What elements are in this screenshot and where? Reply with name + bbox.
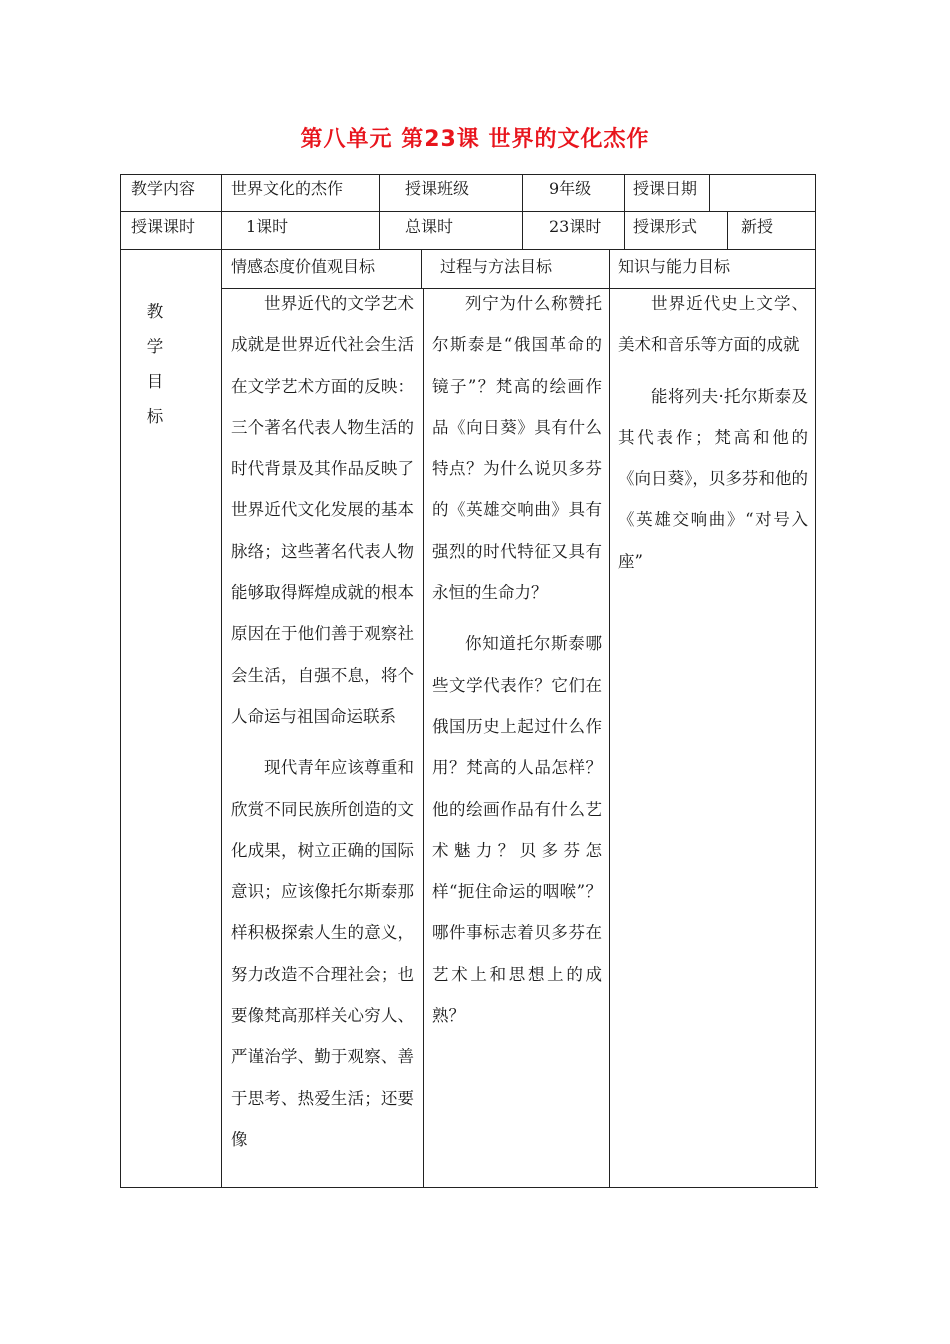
cell-period-label: 授课课时 xyxy=(131,217,196,236)
row-divider-2 xyxy=(120,249,816,250)
process-objective-text xyxy=(432,283,602,1036)
side-label-char: 学 xyxy=(146,337,164,356)
cell-format-label: 授课形式 xyxy=(633,217,698,236)
side-label-char: 目 xyxy=(146,372,164,391)
knowledge-objective-header: 知识与能力目标 xyxy=(618,257,731,276)
header-col-divider-3 xyxy=(522,174,523,250)
cell-total-label: 总课时 xyxy=(405,217,454,236)
cell-class-label: 授课班级 xyxy=(405,179,470,198)
objectives-subheader-divider-a xyxy=(421,249,422,289)
process-paragraph: 你知道托尔斯泰哪些文学代表作？它们在俄国历史上起过什么作用？梵高的人品怎样？他的绘画作品有什么艺术魅力？贝多芬怎样“扼住命运的咽喉”？哪件事标志着贝多芬在艺术上和思想上的成熟？ xyxy=(432,634,602,1026)
emotion-paragraph: 世界近代的文学艺术成就是世界近代社会生活在文学艺术方面的反映：三个著名代表人物生活的时代背景及其作品反映了世界近代文化发展的基本脉络；这些著名代表人物能够取得辉煌成就的根本原因在于他们善于观察社会生活，自强不息，将个人命运与祖国命运联系 xyxy=(231,294,414,726)
knowledge-paragraph: 能将列夫·托尔斯泰及其代表作；梵高和他的《向日葵》，贝多芬和他的《英雄交响曲》“对号入座” xyxy=(618,386,808,571)
objectives-col-divider-1 xyxy=(221,249,222,1188)
emotion-paragraph: 现代青年应该尊重和欣赏不同民族所创造的文化成果，树立正确的国际意识；应该像托尔斯泰那样积极探索人生的意义，努力改造不合理社会；也要像梵高那样关心穷人、严谨治学、勤于观察、善于思考、热爱生活；还要像 xyxy=(231,758,414,1149)
process-paragraph: 列宁为什么称赞托尔斯泰是“俄国革命的镜子”？梵高的绘画作品《向日葵》具有什么特点？为什么说贝多芬的《英雄交响曲》具有强烈的时代特征又具有永恒的生命力？ xyxy=(432,294,602,603)
objectives-subheader-divider-b xyxy=(609,249,610,289)
table-border-right xyxy=(815,174,816,1188)
header-col-divider-2 xyxy=(379,174,380,250)
cell-date-label: 授课日期 xyxy=(633,179,698,198)
header-col-divider-4 xyxy=(624,174,625,250)
header-col-divider-5b xyxy=(727,211,728,250)
cell-period-value: 1课时 xyxy=(246,217,289,236)
row-divider-1 xyxy=(120,211,816,212)
objectives-side-label xyxy=(140,294,170,434)
side-label-char: 教 xyxy=(146,302,164,321)
table-border-left xyxy=(120,174,121,1188)
table-border-top xyxy=(120,174,816,175)
cell-class-value: 9年级 xyxy=(549,179,592,198)
page-title: 第八单元 第23课 世界的文化杰作 xyxy=(300,127,650,152)
header-col-divider-5a xyxy=(709,174,710,212)
cell-teaching-content-label: 教学内容 xyxy=(131,179,196,198)
cell-total-value: 23课时 xyxy=(549,217,602,236)
knowledge-objective-text xyxy=(618,283,808,582)
emotion-objective-text xyxy=(231,283,414,1187)
process-objective-header: 过程与方法目标 xyxy=(440,257,553,276)
emotion-objective-header: 情感态度价值观目标 xyxy=(231,257,376,276)
cell-teaching-content-value: 世界文化的杰作 xyxy=(231,179,344,198)
objectives-col-divider-2 xyxy=(423,288,424,1188)
header-col-divider-1 xyxy=(221,174,222,250)
side-label-char: 标 xyxy=(146,407,164,426)
cell-format-value: 新授 xyxy=(741,217,774,236)
table-border-bottom xyxy=(120,1187,818,1188)
objectives-col-divider-3 xyxy=(609,288,610,1188)
knowledge-paragraph: 世界近代史上文学、美术和音乐等方面的成就 xyxy=(618,294,808,355)
